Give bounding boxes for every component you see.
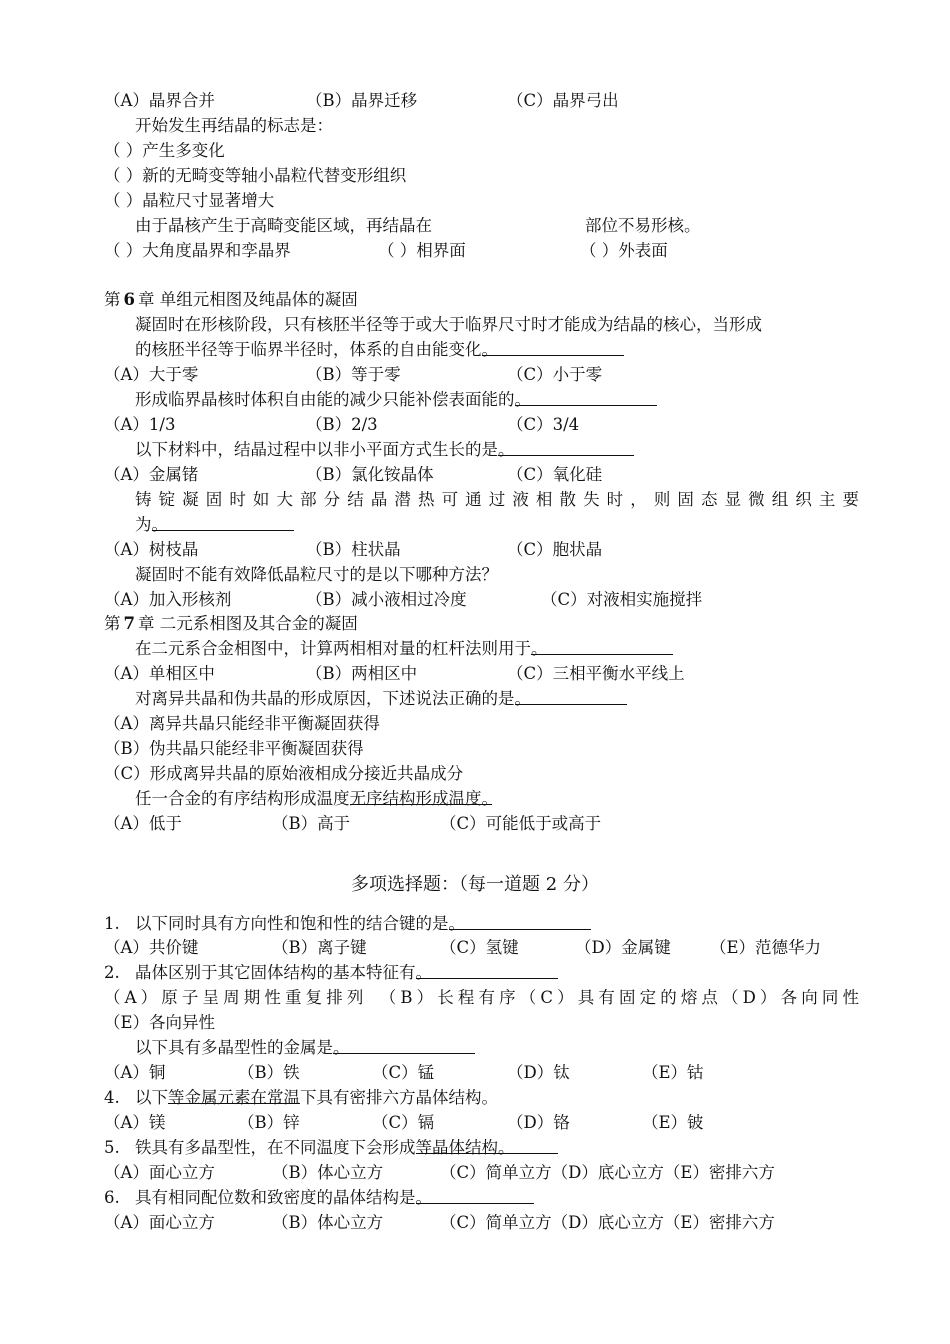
question: 6. 具有相同配位数和致密度的晶体结构是 。 [0, 1186, 950, 1210]
question: 1. 以下同时具有方向性和饱和性的结合键的是 。 [0, 912, 950, 936]
options-row: （A）面心立方 （B）体心立方 （C）简单立方（D）底心立方（E）密排六方 [104, 1213, 775, 1232]
answer-blank [350, 787, 492, 805]
option-line: （ ）新的无畸变等轴小晶粒代替变形组织 [104, 166, 407, 185]
answer-blank [498, 438, 634, 456]
options-row: （A）树枝晶 （B）柱状晶 （C）胞状晶 [104, 540, 603, 559]
options-row: （A）低于 （B）高于 （C）可能低于或高于 [104, 814, 602, 833]
options-row: （A）面心立方 （B）体心立方 （C）简单立方（D）底心立方（E）密排六方 [104, 1163, 775, 1182]
question: 2. 晶体区别于其它固体结构的基本特征有 。 [0, 961, 950, 985]
option-a: （A）晶界合并 [104, 91, 215, 110]
chapter-heading: 第 7 章 二元系相图及其合金的凝固 [104, 614, 358, 633]
section-heading: 多项选择题：（每一道题 2 分） [351, 874, 599, 895]
answer-blank [152, 513, 294, 531]
options-row: （ ）大角度晶界和孪晶界 （ ）相界面 （ ）外表面 [104, 241, 668, 260]
options-row: （A）1/3 （B）2/3 （C）3/4 [104, 415, 580, 434]
answer-blank [416, 1186, 534, 1204]
options-row: （A）原子呈周期性重复排列 （B）长程有序（C）具有固定的熔点（D）各向同性 [104, 988, 859, 1007]
question: 形成临界晶核时体积自由能的减少只能补偿表面能的 。 [0, 388, 950, 412]
question: 凝固时不能有效降低晶粒尺寸的是以下哪种方法？ [135, 565, 498, 584]
question: 4. 以下 等金属元素在常温下具有密排六方晶体结构。 [104, 1088, 498, 1107]
options-row: （A）铜 （B）铁 （C）锰 （D）钛 （E）钴 [104, 1063, 704, 1082]
options-row: （A）金属锗 （B）氯化铵晶体 （C）氧化硅 [104, 465, 603, 484]
question: 5. 铁具有多晶型性，在不同温度下会形成 等晶体结构。 [0, 1136, 950, 1160]
option-line: （ ）晶粒尺寸显著增大 [104, 191, 275, 210]
option-line: （ ）产生多变化 [104, 141, 225, 160]
answer-blank [482, 338, 624, 356]
option-line: （A）离异共晶只能经非平衡凝固获得 [104, 714, 380, 733]
question: 在二元系合金相图中，计算两相相对量的杠杆法则用于 。 [0, 637, 950, 661]
option-c: （C）晶界弓出 [507, 91, 619, 110]
answer-blank [168, 1086, 300, 1104]
answer-blank [333, 1036, 475, 1054]
option-line: （C）形成离异共晶的原始液相成分接近共晶成分 [104, 764, 464, 783]
options-row: （A）单相区中 （B）两相区中 （C）三相平衡水平线上 [104, 664, 685, 683]
answer-blank [416, 1136, 558, 1154]
question: 的核胚半径等于临界半径时，体系的自由能变化 。 [0, 338, 950, 362]
options-row: （A）加入形核剂 （B）减小液相过冷度 （C）对液相实施搅拌 [104, 590, 703, 609]
question: 由于晶核产生于高畸变能区域，再结晶在 部位不易形核。 [135, 216, 701, 235]
options-row [0, 89, 950, 113]
option-line: （E）各向异性 [104, 1013, 216, 1032]
chapter-heading: 第 6 章 单组元相图及纯晶体的凝固 [104, 290, 358, 309]
question: 凝固时在形核阶段，只有核胚半径等于或大于临界尺寸时才能成为结晶的核心，当形成 [135, 315, 762, 334]
answer-blank [416, 961, 558, 979]
question: 开始发生再结晶的标志是： [135, 116, 333, 135]
question: 对离异共晶和伪共晶的形成原因，下述说法正确的是 。 [0, 687, 950, 711]
answer-blank [515, 388, 657, 406]
question: 为 。 [0, 513, 950, 537]
option-line: （B）伪共晶只能经非平衡凝固获得 [104, 739, 364, 758]
options-row: （A）大于零 （B）等于零 （C）小于零 [104, 365, 603, 384]
answer-blank [449, 912, 591, 930]
option-b: （B）晶界迁移 [306, 91, 418, 110]
answer-blank [515, 687, 627, 705]
question: 以下材料中，结晶过程中以非小平面方式生长的是 。 [0, 438, 950, 462]
answer-blank [531, 637, 673, 655]
options-row: （A）镁 （B）锌 （C）镉 （D）铬 （E）铍 [104, 1113, 704, 1132]
question: 以下具有多晶型性的金属是 。 [0, 1036, 950, 1060]
options-row: （A）共价键 （B）离子键 （C）氢键 （D）金属键 （E）范德华力 [104, 938, 822, 957]
question: 铸锭凝固时如大部分结晶潜热可通过液相散失时，则固态显微组织主要 [135, 490, 859, 509]
question: 任一合金的有序结构形成温度 无序结构形成温度。 [135, 789, 498, 808]
